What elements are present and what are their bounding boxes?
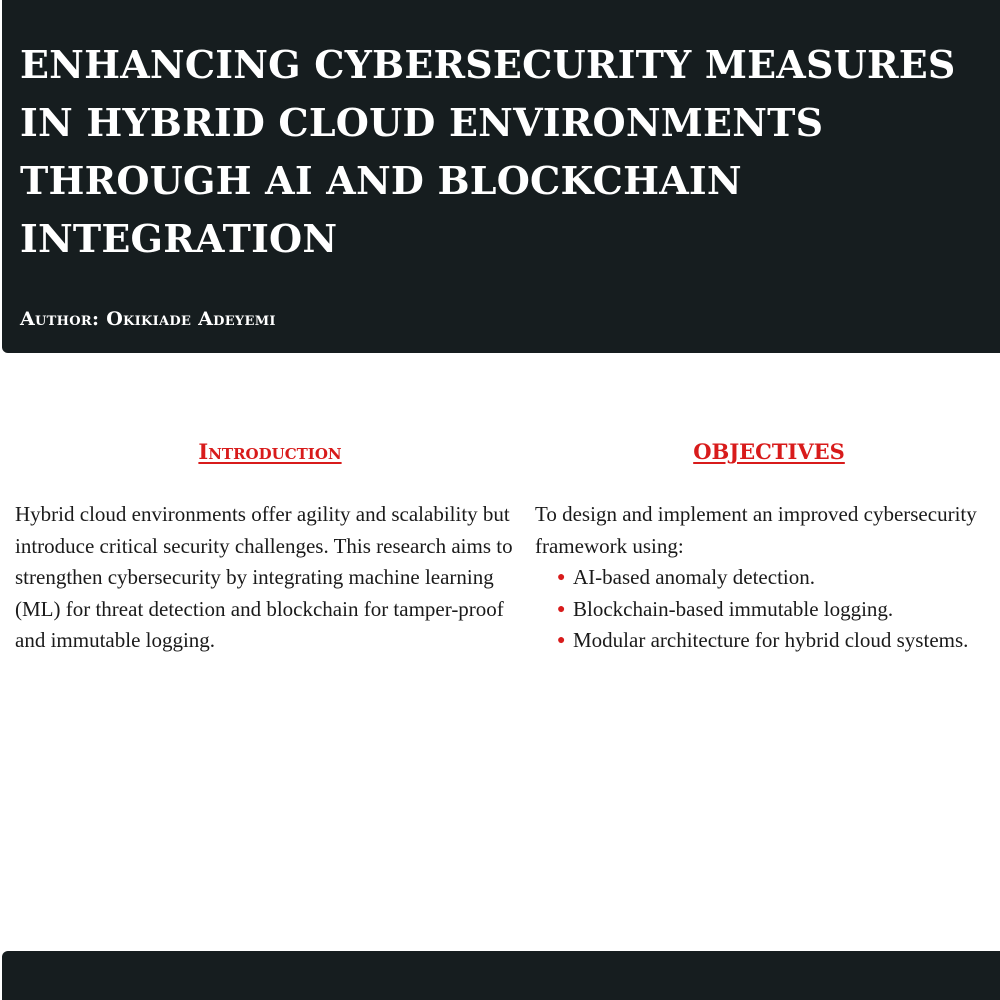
header-banner — [2, 0, 1000, 353]
objectives-list — [535, 562, 1000, 657]
poster-title: ENHANCING CYBERSECURITY MEASURES IN HYBRID CLOUD ENVIRONMENTS THROUGH AI AND BLOCKCHAIN INTEGRATION — [20, 42, 956, 261]
list-item — [557, 625, 1000, 657]
footer-banner — [2, 951, 1000, 1000]
list-item — [557, 594, 1000, 626]
objective-item-1: AI-based anomaly detection. — [573, 565, 815, 589]
objective-item-2: Blockchain-based immutable logging. — [573, 596, 894, 621]
introduction-heading: Introduction — [198, 439, 342, 464]
introduction-section — [15, 436, 515, 657]
author-line: Author: Okikiade Adeyemi — [20, 308, 276, 330]
list-item — [557, 562, 1000, 594]
bullet-dot-icon: ● — [557, 633, 566, 648]
bullet-dot-icon: ● — [557, 601, 566, 617]
introduction-body: Hybrid cloud environments offer agility and scalability but introduce critical security challenges. This research aims to strengthen cybersecurity by integrating machine learning (ML) for threat detection and blockchain for tamper-proof and immutable logging. — [15, 502, 513, 652]
objective-item-3: Modular architecture for hybrid cloud systems. — [573, 628, 969, 652]
objectives-heading: OBJECTIVES — [693, 439, 845, 464]
objectives-section — [535, 436, 1000, 657]
objectives-intro: To design and implement an improved cybersecurity framework using: — [535, 502, 977, 558]
bullet-dot-icon: ● — [557, 570, 566, 585]
